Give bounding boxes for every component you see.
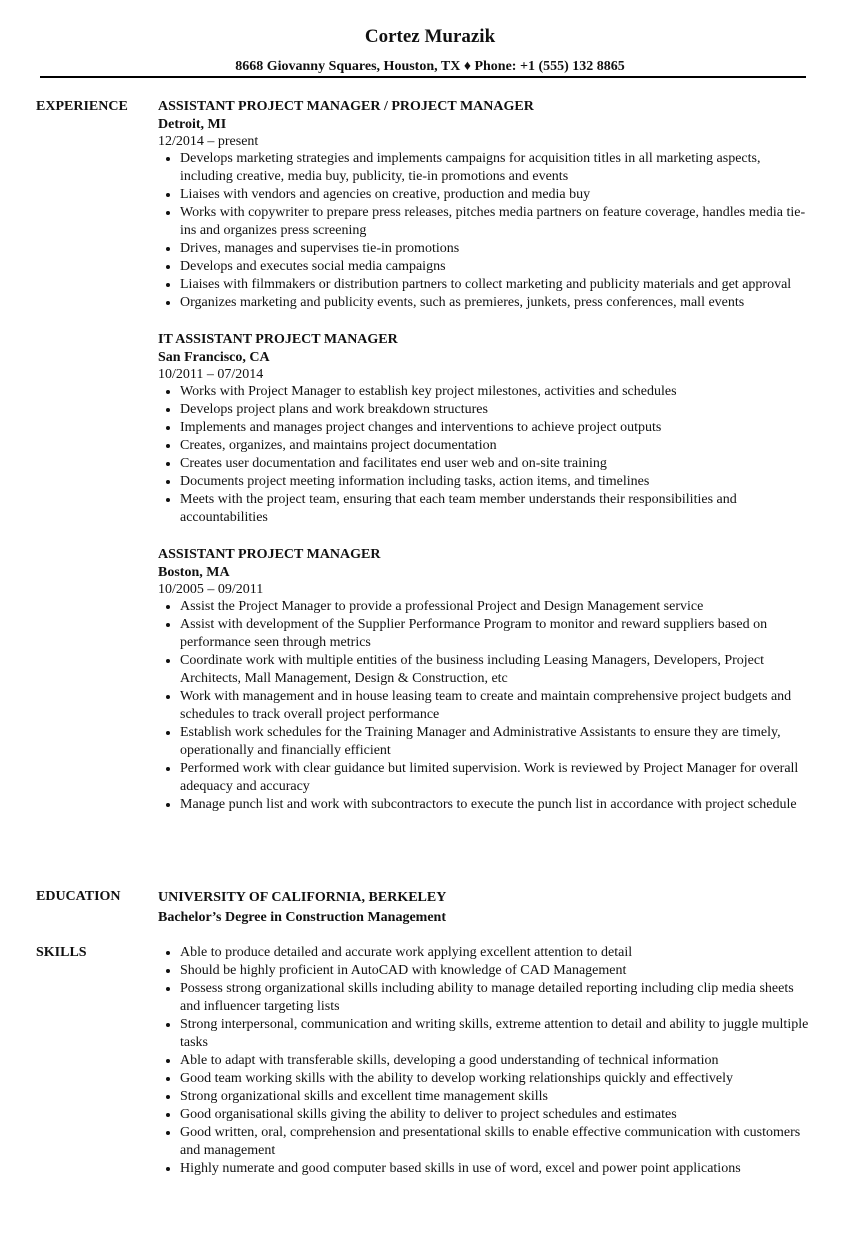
bullet-text: Assist with development of the Supplier Performance Program to monitor and reward suppliers based on performance seen through metrics [180, 617, 768, 650]
bullet-icon [166, 695, 170, 699]
header-divider [40, 76, 806, 78]
list-item [158, 1088, 812, 1106]
list-item [158, 796, 812, 814]
bullet-icon [166, 480, 170, 484]
bullet-text: Implements and manages project changes and interventions to achieve project outputs [180, 420, 662, 435]
list-item [158, 980, 812, 1016]
education-school: UNIVERSITY OF CALIFORNIA, BERKELEY [158, 890, 447, 905]
bullet-text: Work with management and in house leasing team to create and maintain comprehensive project budgets and schedules to track overall project performance [180, 689, 792, 722]
bullet-text: Manage punch list and work with subcontractors to execute the punch list in accordance with project schedule [180, 797, 797, 812]
bullet-text: Develops project plans and work breakdown structures [180, 402, 488, 417]
bullet-text: Coordinate work with multiple entities of the business including Leasing Managers, Developers, Project Architects, Mall Management, Design & Construction, etc [180, 653, 764, 686]
section-label-experience: EXPERIENCE [36, 99, 128, 114]
resume-header [0, 0, 860, 76]
bullet-icon [166, 283, 170, 287]
list-item [158, 688, 812, 724]
list-item [158, 383, 812, 401]
skill-text: Should be highly proficient in AutoCAD with knowledge of CAD Management [180, 963, 627, 978]
bullet-icon [166, 969, 170, 973]
job-bullet-list [158, 598, 818, 814]
list-item [158, 1052, 812, 1070]
bullet-icon [166, 1095, 170, 1099]
bullet-icon [166, 623, 170, 627]
list-item [158, 204, 812, 240]
contact-line: 8668 Giovanny Squares, Houston, TX ♦ Phone: +1 (555) 132 8865 [235, 59, 625, 74]
list-item [158, 1160, 812, 1178]
bullet-text: Creates, organizes, and maintains project documentation [180, 438, 497, 453]
skill-text: Good written, oral, comprehension and presentational skills to enable effective communication with customers and management [180, 1125, 801, 1158]
job-entry [158, 331, 818, 527]
section-label-skills: SKILLS [36, 945, 87, 960]
list-item [158, 455, 812, 473]
list-item [158, 944, 812, 962]
bullet-text: Works with Project Manager to establish key project milestones, activities and schedules [180, 384, 677, 399]
job-dates: 12/2014 – present [158, 134, 259, 149]
bullet-icon [166, 1059, 170, 1063]
education-degree: Bachelor’s Degree in Construction Management [158, 910, 446, 925]
skill-text: Possess strong organizational skills including ability to manage detailed reporting including clip media sheets and influencer targeting lists [180, 981, 794, 1014]
job-dates: 10/2005 – 09/2011 [158, 582, 264, 597]
bullet-icon [166, 659, 170, 663]
list-item [158, 437, 812, 455]
bullet-icon [166, 247, 170, 251]
job-title: IT ASSISTANT PROJECT MANAGER [158, 332, 398, 347]
list-item [158, 1124, 812, 1160]
experience-body [158, 98, 818, 814]
list-item [158, 186, 812, 204]
skill-text: Highly numerate and good computer based skills in use of word, excel and power point applications [180, 1161, 741, 1176]
bullet-text: Liaises with filmmakers or distribution partners to collect marketing and publicity materials and get approval [180, 277, 792, 292]
skills-body [158, 944, 818, 1178]
bullet-icon [166, 301, 170, 305]
list-item [158, 598, 812, 616]
list-item [158, 760, 812, 796]
bullet-icon [166, 767, 170, 771]
bullet-text: Performed work with clear guidance but limited supervision. Work is reviewed by Project Manager for overall adequacy and accuracy [180, 761, 799, 794]
skill-text: Strong interpersonal, communication and writing skills, extreme attention to detail and ability to juggle multiple tasks [180, 1017, 809, 1050]
skill-text: Strong organizational skills and excellent time management skills [180, 1089, 548, 1104]
skill-text: Able to adapt with transferable skills, developing a good understanding of technical information [180, 1053, 719, 1068]
bullet-text: Organizes marketing and publicity events, such as premieres, junkets, press conferences, mall events [180, 295, 745, 310]
job-title: ASSISTANT PROJECT MANAGER / PROJECT MANAGER [158, 99, 534, 114]
bullet-icon [166, 731, 170, 735]
bullet-text: Meets with the project team, ensuring that each team member understands their responsibilities and accountabilities [180, 492, 737, 525]
bullet-icon [166, 951, 170, 955]
job-location: Boston, MA [158, 565, 230, 580]
list-item [158, 258, 812, 276]
bullet-icon [166, 987, 170, 991]
skill-text: Able to produce detailed and accurate work applying excellent attention to detail [180, 945, 633, 960]
list-item [158, 962, 812, 980]
list-item [158, 616, 812, 652]
bullet-text: Liaises with vendors and agencies on creative, production and media buy [180, 187, 591, 202]
bullet-text: Assist the Project Manager to provide a professional Project and Design Management service [180, 599, 704, 614]
job-location: San Francisco, CA [158, 350, 270, 365]
job-entry [158, 546, 818, 814]
bullet-icon [166, 211, 170, 215]
bullet-text: Works with copywriter to prepare press releases, pitches media partners on feature coverage, handles media tie-ins and organizes press screening [180, 205, 806, 238]
bullet-icon [166, 462, 170, 466]
bullet-icon [166, 1023, 170, 1027]
job-location: Detroit, MI [158, 117, 227, 132]
bullet-icon [166, 1113, 170, 1117]
list-item [158, 401, 812, 419]
list-item [158, 724, 812, 760]
bullet-icon [166, 498, 170, 502]
skill-text: Good organisational skills giving the ability to deliver to project schedules and estimates [180, 1107, 677, 1122]
bullet-text: Establish work schedules for the Training Manager and Administrative Assistants to ensure they are timely, operationally and financially efficient [180, 725, 781, 758]
bullet-icon [166, 605, 170, 609]
skill-text: Good team working skills with the ability to develop working relationships quickly and effectively [180, 1071, 734, 1086]
list-item [158, 491, 812, 527]
bullet-icon [166, 444, 170, 448]
list-item [158, 652, 812, 688]
job-bullet-list [158, 150, 818, 312]
list-item [158, 276, 812, 294]
education-body [158, 888, 818, 928]
list-item [158, 1106, 812, 1124]
bullet-icon [166, 193, 170, 197]
bullet-text: Creates user documentation and facilitates end user web and on-site training [180, 456, 607, 471]
candidate-name: Cortez Murazik [364, 26, 496, 47]
bullet-icon [166, 1167, 170, 1171]
bullet-text: Develops and executes social media campaigns [180, 259, 446, 274]
list-item [158, 240, 812, 258]
bullet-icon [166, 157, 170, 161]
list-item [158, 150, 812, 186]
bullet-icon [166, 1131, 170, 1135]
skills-list [158, 944, 818, 1178]
bullet-icon [166, 803, 170, 807]
list-item [158, 1016, 812, 1052]
bullet-text: Documents project meeting information including tasks, action items, and timelines [180, 474, 650, 489]
list-item [158, 473, 812, 491]
bullet-icon [166, 426, 170, 430]
section-label-education: EDUCATION [36, 889, 121, 904]
job-bullet-list [158, 383, 818, 527]
bullet-icon [166, 1077, 170, 1081]
bullet-icon [166, 390, 170, 394]
job-dates: 10/2011 – 07/2014 [158, 367, 264, 382]
bullet-icon [166, 408, 170, 412]
bullet-text: Drives, manages and supervises tie-in promotions [180, 241, 460, 256]
bullet-text: Develops marketing strategies and implements campaigns for acquisition titles in all marketing aspects, including creative, media buy, publicity, tie-in promotions and events [180, 151, 761, 184]
job-title: ASSISTANT PROJECT MANAGER [158, 547, 381, 562]
list-item [158, 419, 812, 437]
list-item [158, 1070, 812, 1088]
list-item [158, 294, 812, 312]
job-entry [158, 98, 818, 312]
bullet-icon [166, 265, 170, 269]
